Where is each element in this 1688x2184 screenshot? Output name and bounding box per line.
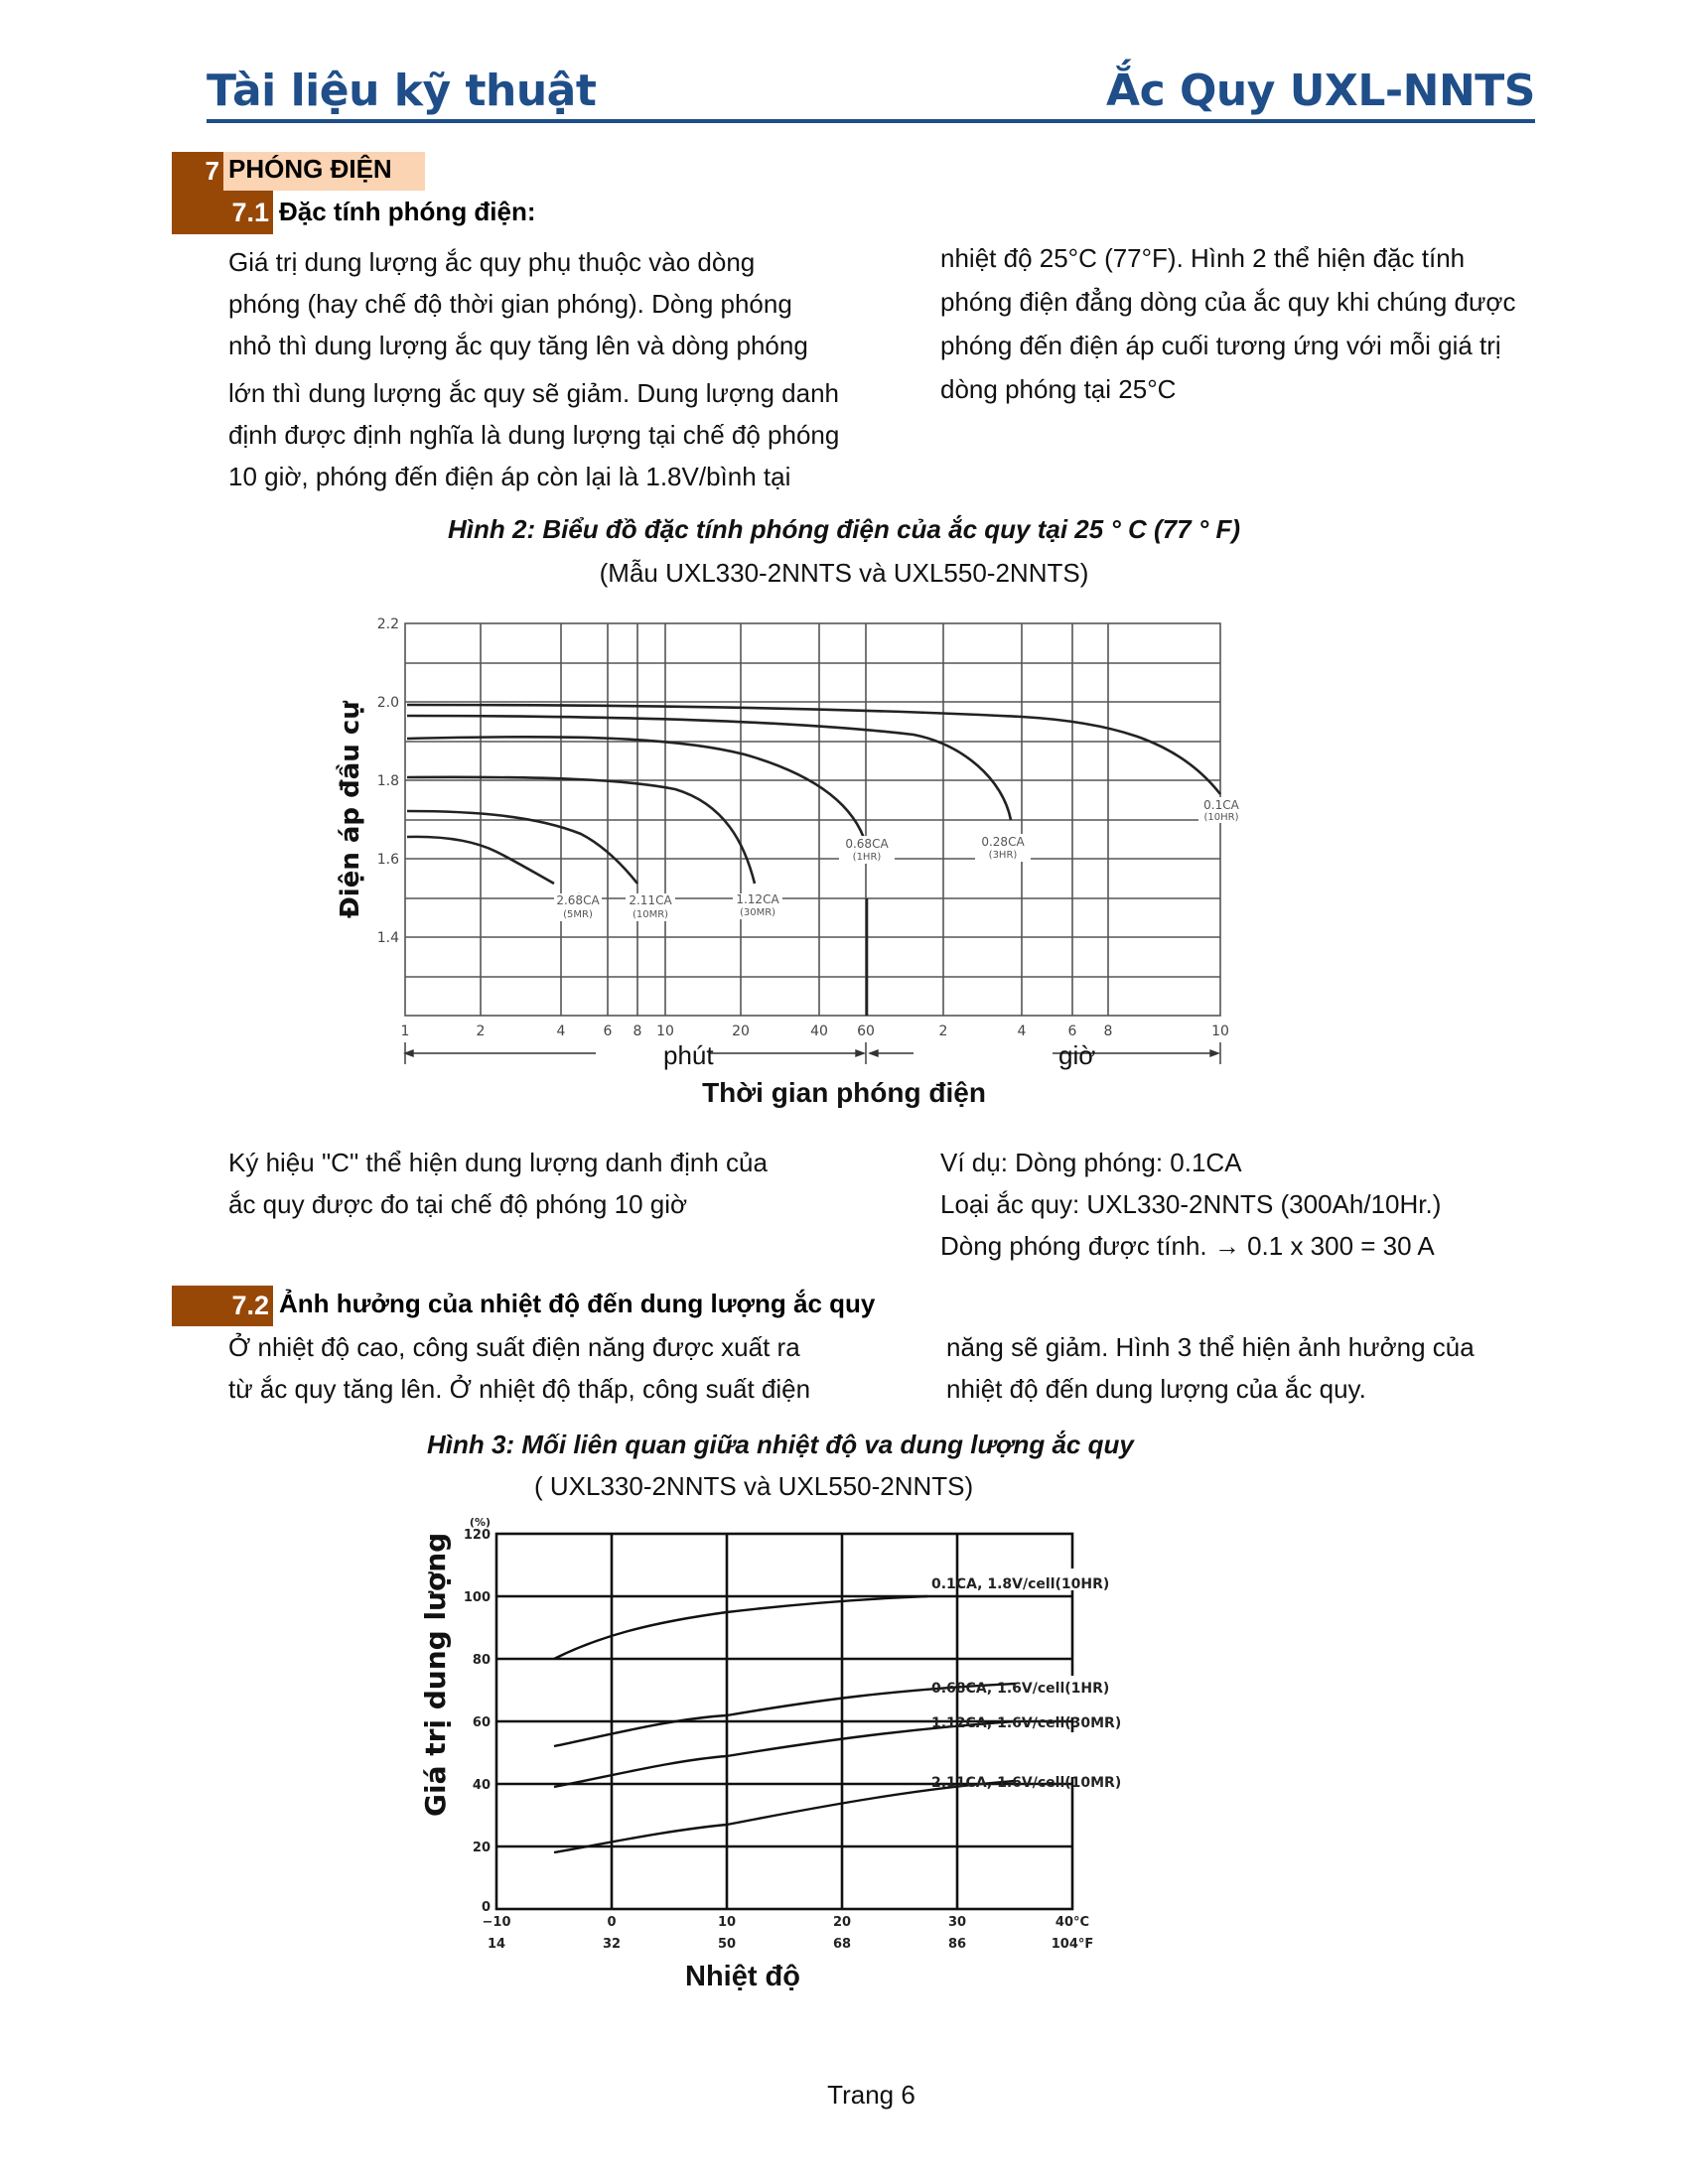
text-line: ắc quy được đo tại chế độ phóng 10 giờ [228, 1189, 688, 1219]
svg-text:(10MR): (10MR) [632, 909, 669, 920]
figure-2-range-minutes: phút [663, 1040, 714, 1070]
svg-text:20: 20 [832, 1915, 852, 1930]
figure-3-x-axis-label: Nhiệt độ [685, 1961, 800, 1992]
svg-text:50: 50 [717, 1937, 737, 1952]
text-line: phóng (hay chế độ thời gian phóng). Dòng phóng [228, 289, 792, 319]
section-7-1-title: Đặc tính phóng điện: [279, 197, 536, 226]
svg-text:−10: −10 [482, 1915, 511, 1930]
svg-text:30: 30 [947, 1915, 967, 1930]
section-7-2-number: 7.2 [172, 1286, 273, 1326]
figure-3-x-ticks [483, 1915, 1094, 1952]
section-7-title: PHÓNG ĐIỆN [228, 154, 392, 184]
curve-0-1ca [554, 1596, 927, 1659]
svg-text:60: 60 [857, 1024, 875, 1039]
svg-text:2: 2 [938, 1024, 948, 1039]
figure-2-range-hours: giờ [1058, 1040, 1096, 1070]
svg-text:(30MR): (30MR) [739, 907, 776, 918]
section-7-number: 7 [172, 152, 223, 191]
svg-text:0: 0 [481, 1900, 491, 1915]
figure-3-caption: Hình 3: Mối liên quan giữa nhiệt độ va dung lượng ắc quy [427, 1430, 1134, 1459]
document-title: Tài liệu kỹ thuật [207, 66, 597, 116]
series-label: 1.12CA, 1.6V/cell(30MR) [931, 1715, 1122, 1731]
figure-3-subcaption: ( UXL330-2NNTS và UXL550-2NNTS) [534, 1471, 974, 1501]
section-7-2-title: Ảnh hưởng của nhiệt độ đến dung lượng ắc quy [279, 1289, 876, 1318]
curve-2-11ca [407, 811, 637, 884]
figure-2-x-ticks [401, 1024, 1229, 1039]
svg-text:40: 40 [810, 1024, 828, 1039]
figure-2-curves [407, 705, 1220, 1016]
section-7-2-right-text [946, 1326, 1475, 1410]
svg-text:8: 8 [633, 1024, 642, 1039]
series-label: 0.1CA, 1.8V/cell(10HR) [931, 1576, 1110, 1592]
figure-2-subcaption: (Mẫu UXL330-2NNTS và UXL550-2NNTS) [599, 558, 1089, 588]
svg-text:68: 68 [832, 1937, 852, 1952]
figure-2-caption: Hình 2: Biểu đồ đặc tính phóng điện của ắc quy tại 25 ° C (77 ° F) [448, 514, 1240, 544]
svg-text:1.4: 1.4 [376, 930, 399, 946]
figure-3-series-labels [931, 1576, 1121, 1791]
figure-3-y-ticks [464, 1516, 491, 1915]
svg-text:0.1CA: 0.1CA [1203, 798, 1239, 812]
text-line: 10 giờ, phóng đến điện áp còn lại là 1.8V/bình tại [228, 462, 791, 491]
svg-text:120: 120 [463, 1528, 491, 1543]
svg-text:1.6: 1.6 [376, 852, 399, 868]
svg-text:2: 2 [476, 1024, 486, 1039]
svg-text:2.0: 2.0 [376, 695, 399, 711]
svg-text:14: 14 [487, 1937, 506, 1952]
text-line: nhiệt độ 25°C (77°F). Hình 2 thể hiện đặc tính [940, 243, 1466, 273]
svg-text:(%): (%) [469, 1516, 491, 1529]
svg-text:1.8: 1.8 [376, 773, 399, 789]
curve-0-28ca [407, 716, 1011, 820]
svg-text:40°C: 40°C [1055, 1915, 1090, 1930]
text-line: dòng phóng tại 25°C [940, 374, 1177, 404]
svg-text:2.11CA: 2.11CA [629, 893, 672, 907]
series-label: 2.11CA, 1.6V/cell(10MR) [931, 1775, 1122, 1791]
svg-text:(10HR): (10HR) [1203, 812, 1239, 823]
section-7-2-left-text [228, 1326, 810, 1410]
svg-text:0: 0 [607, 1915, 617, 1930]
text-line: phóng đến điện áp cuối tương ứng với mỗi giá trị [940, 331, 1501, 360]
curve-1-12ca [407, 777, 755, 884]
svg-text:10: 10 [717, 1915, 737, 1930]
note-left [228, 1142, 768, 1225]
svg-text:2.2: 2.2 [376, 616, 399, 632]
figure-2-y-axis-label: Điện áp đầu cự [336, 701, 365, 918]
svg-text:104°F: 104°F [1051, 1937, 1094, 1952]
svg-text:0.28CA: 0.28CA [981, 835, 1025, 849]
svg-text:80: 80 [472, 1653, 491, 1668]
product-title: Ắc Quy UXL-NNTS [1106, 66, 1535, 116]
figure-2-x-axis-label: Thời gian phóng điện [702, 1077, 986, 1108]
svg-text:10: 10 [656, 1024, 674, 1039]
svg-text:1: 1 [400, 1024, 410, 1039]
text-line: Ví dụ: Dòng phóng: 0.1CA [940, 1148, 1242, 1177]
svg-text:(1HR): (1HR) [852, 852, 882, 863]
text-line: Ở nhiệt độ cao, công suất điện năng được xuất ra [228, 1332, 800, 1362]
svg-text:(3HR): (3HR) [988, 850, 1018, 861]
note-right [940, 1142, 1441, 1267]
svg-text:2.68CA: 2.68CA [556, 893, 600, 907]
section-7-1-right-text [940, 236, 1515, 411]
curve-2-11ca [554, 1781, 1016, 1852]
svg-text:1.12CA: 1.12CA [736, 892, 779, 906]
text-line: nhiệt độ đến dung lượng của ắc quy. [946, 1374, 1366, 1404]
svg-text:100: 100 [463, 1590, 491, 1605]
text-line: Ký hiệu "C" thể hiện dung lượng danh định của [228, 1148, 768, 1177]
svg-text:86: 86 [947, 1937, 967, 1952]
figure-3-chart [457, 1509, 1231, 1966]
text-line: định được định nghĩa là dung lượng tại chế độ phóng [228, 420, 840, 450]
section-7-1-number: 7.1 [172, 193, 273, 233]
section-7-1-left-text [228, 241, 839, 497]
svg-text:10: 10 [1211, 1024, 1229, 1039]
figure-3-y-axis-label: Giá trị dung lượng [419, 1532, 452, 1817]
svg-text:(5MR): (5MR) [563, 909, 593, 920]
svg-text:6: 6 [603, 1024, 613, 1039]
series-label: 0.68CA, 1.6V/cell(1HR) [931, 1681, 1110, 1697]
text-line: năng sẽ giảm. Hình 3 thể hiện ảnh hưởng của [946, 1332, 1475, 1362]
svg-text:4: 4 [556, 1024, 566, 1039]
text-line: nhỏ thì dung lượng ắc quy tăng lên và dòng phóng [228, 331, 808, 360]
svg-text:0.68CA: 0.68CA [845, 837, 889, 851]
svg-text:4: 4 [1017, 1024, 1027, 1039]
header-rule [207, 119, 1535, 123]
page-number: Trang 6 [827, 2080, 915, 2110]
svg-text:40: 40 [472, 1778, 491, 1793]
text-line: phóng điện đẳng dòng của ắc quy khi chúng được [940, 287, 1516, 317]
svg-text:32: 32 [602, 1937, 622, 1952]
curve-0-68ca [407, 737, 866, 844]
figure-2-range-arrows [405, 1042, 1220, 1064]
svg-text:20: 20 [472, 1841, 491, 1855]
svg-text:6: 6 [1067, 1024, 1077, 1039]
svg-text:20: 20 [732, 1024, 750, 1039]
svg-text:8: 8 [1103, 1024, 1113, 1039]
text-line: Dòng phóng được tính. → 0.1 x 300 = 30 A [940, 1231, 1435, 1261]
figure-2-chart [367, 606, 1261, 1082]
text-line: lớn thì dung lượng ắc quy sẽ giảm. Dung lượng danh [228, 378, 839, 408]
text-line: Giá trị dung lượng ắc quy phụ thuộc vào dòng [228, 247, 756, 277]
text-line: Loại ắc quy: UXL330-2NNTS (300Ah/10Hr.) [940, 1189, 1442, 1219]
svg-text:60: 60 [472, 1715, 491, 1730]
text-line: từ ắc quy tăng lên. Ở nhiệt độ thấp, công suất điện [228, 1374, 811, 1404]
figure-2-y-ticks [377, 616, 399, 946]
